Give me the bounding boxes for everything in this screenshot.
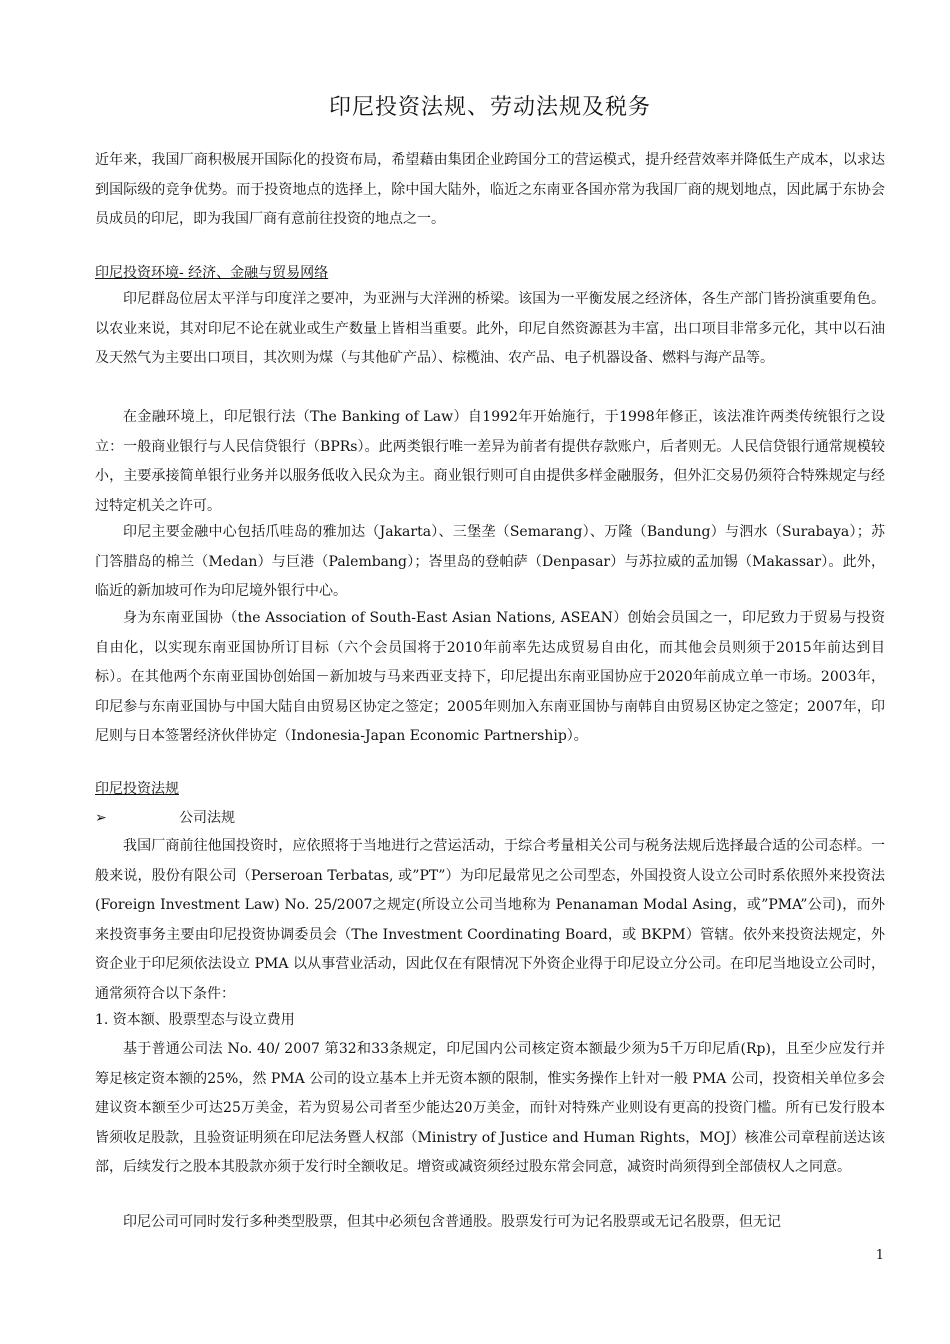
paragraph-financial-centers: 印尼主要金融中心包括爪哇岛的雅加达（Jakarta）、三堡垄（Semarang）、万隆（Bandung）与泗水（Surabaya）；苏门答腊岛的棉兰（Medan）与巨港（Palembang）；峇里岛的登帕萨（Denpasar）与苏拉威的孟加锡（Makassar）。此外，临近的新加坡可作为印尼境外银行中心。 [95, 524, 885, 600]
bullet-label: 公司法规 [179, 810, 235, 826]
paragraph-shares: 印尼公司可同时发行多种类型股票，但其中必须包含普通股。股票发行可为记名股票或无记名股票，但无记 [123, 1214, 781, 1230]
paragraph-finance: 在金融环境上，印尼银行法（The Banking of Law）自1992年开始施行，于1998年修正，该法准许两类传统银行之设立：一般商业银行与人民信贷银行（BPRs）。此两类银行唯一差异为前者有提供存款账户，后者则无。人民信贷银行通常规模较小，主要承接简单银行业务并以服务低收入民众为主。商业银行则可自由提供多样金融服务，但外汇交易仍须符合特殊规定与经过特定机关之许可。 [95, 409, 885, 514]
page-number: 1 [875, 1248, 884, 1263]
paragraph-geography: 印尼群岛位居太平洋与印度洋之要冲，为亚洲与大洋洲的桥梁。该国为一平衡发展之经济体，各生产部门皆扮演重要角色。以农业来说，其对印尼不论在就业或生产数量上皆相当重要。此外，印尼自然资源甚为丰富，出口项目非常多元化，其中以石油及天然气为主要出口项目，其次则为煤（与其他矿产品）、棕榄油、农产品、电子机器设备、燃料与海产品等。 [95, 291, 885, 367]
arrow-bullet-icon: ➢ [95, 810, 107, 826]
section-heading-environment: 印尼投资环境- 经济、金融与贸易网络 [95, 265, 329, 281]
paragraph-capital: 基于普通公司法 No. 40/ 2007 第32和33条规定，印尼国内公司核定资本额最少须为5千万印尼盾(Rp)，且至少应发行并筹足核定资本额的25%，然 PMA 公司的设立基本上并无资本额的限制，惟实务操作上针对一般 PMA 公司，投资相关单位多会建议资本额至少可达25万美金，若为贸易公司者至少能达20万美金，而针对特殊产业则设有更高的投资门槛。所有已发行股本皆须收足股款，且验资证明须在印尼法务暨人权部（Ministry of Justice and Human Rights，MOJ）核准公司章程前送达该部，后续发行之股本其股款亦须于发行时全额收足。增资或减资须经过股东常会同意，减资时尚须得到全部债权人之同意。 [95, 1041, 885, 1176]
intro-paragraph: 近年来，我国厂商积极展开国际化的投资布局，希望藉由集团企业跨国分工的营运模式，提升经营效率并降低生产成本，以求达到国际级的竞争优势。而于投资地点的选择上，除中国大陆外，临近之东南亚各国亦常为我国厂商的规划地点，因此属于东协会员成员的印尼，即为我国厂商有意前往投资的地点之一。 [95, 152, 885, 228]
bullet-company-law [95, 807, 235, 829]
paragraph-company-law: 我国厂商前往他国投资时，应依照将于当地进行之营运活动，于综合考量相关公司与税务法规后选择最合适的公司态样。一般来说，股份有限公司（Perseroan Terbatas, 或”PT”）为印尼最常见之公司型态，外国投资人设立公司时系依照外来投资法(Foreign Investment Law) No. 25/2007之规定(所设立公司当地称为 Penanaman Modal Asing，或”PMA”公司)，而外来投资事务主要由印尼投资协调委员会（The Investment Coordinating Board，或 BKPM）管辖。依外来投资法规定，外资企业于印尼须依法设立 PMA 以从事营业活动，因此仅在有限情况下外资企业得于印尼设立分公司。在印尼当地设立公司时，通常须符合以下条件： [95, 838, 885, 1002]
section-heading-investment-law: 印尼投资法规 [95, 781, 179, 797]
page-title: 印尼投资法规、劳动法规及税务 [328, 95, 651, 120]
list-item-capital: 1. 资本额、股票型态与设立费用 [95, 1012, 295, 1028]
paragraph-asean: 身为东南亚国协（the Association of South-East Asian Nations, ASEAN）创始会员国之一，印尼致力于贸易与投资自由化，以实现东南亚国协所订目标（六个会员国将于2010年前率先达成贸易自由化，而其他会员则须于2015年前达到目标）。在其他两个东南亚国协创始国－新加坡与马来西亚支持下，印尼提出东南亚国协应于2020年前成立单一市场。2003年，印尼参与东南亚国协与中国大陆自由贸易区协定之签定；2005年则加入东南亚国协与南韩自由贸易区协定之签定；2007年，印尼则与日本签署经济伙伴协定（Indonesia-Japan Economic Partnership）。 [95, 610, 885, 745]
